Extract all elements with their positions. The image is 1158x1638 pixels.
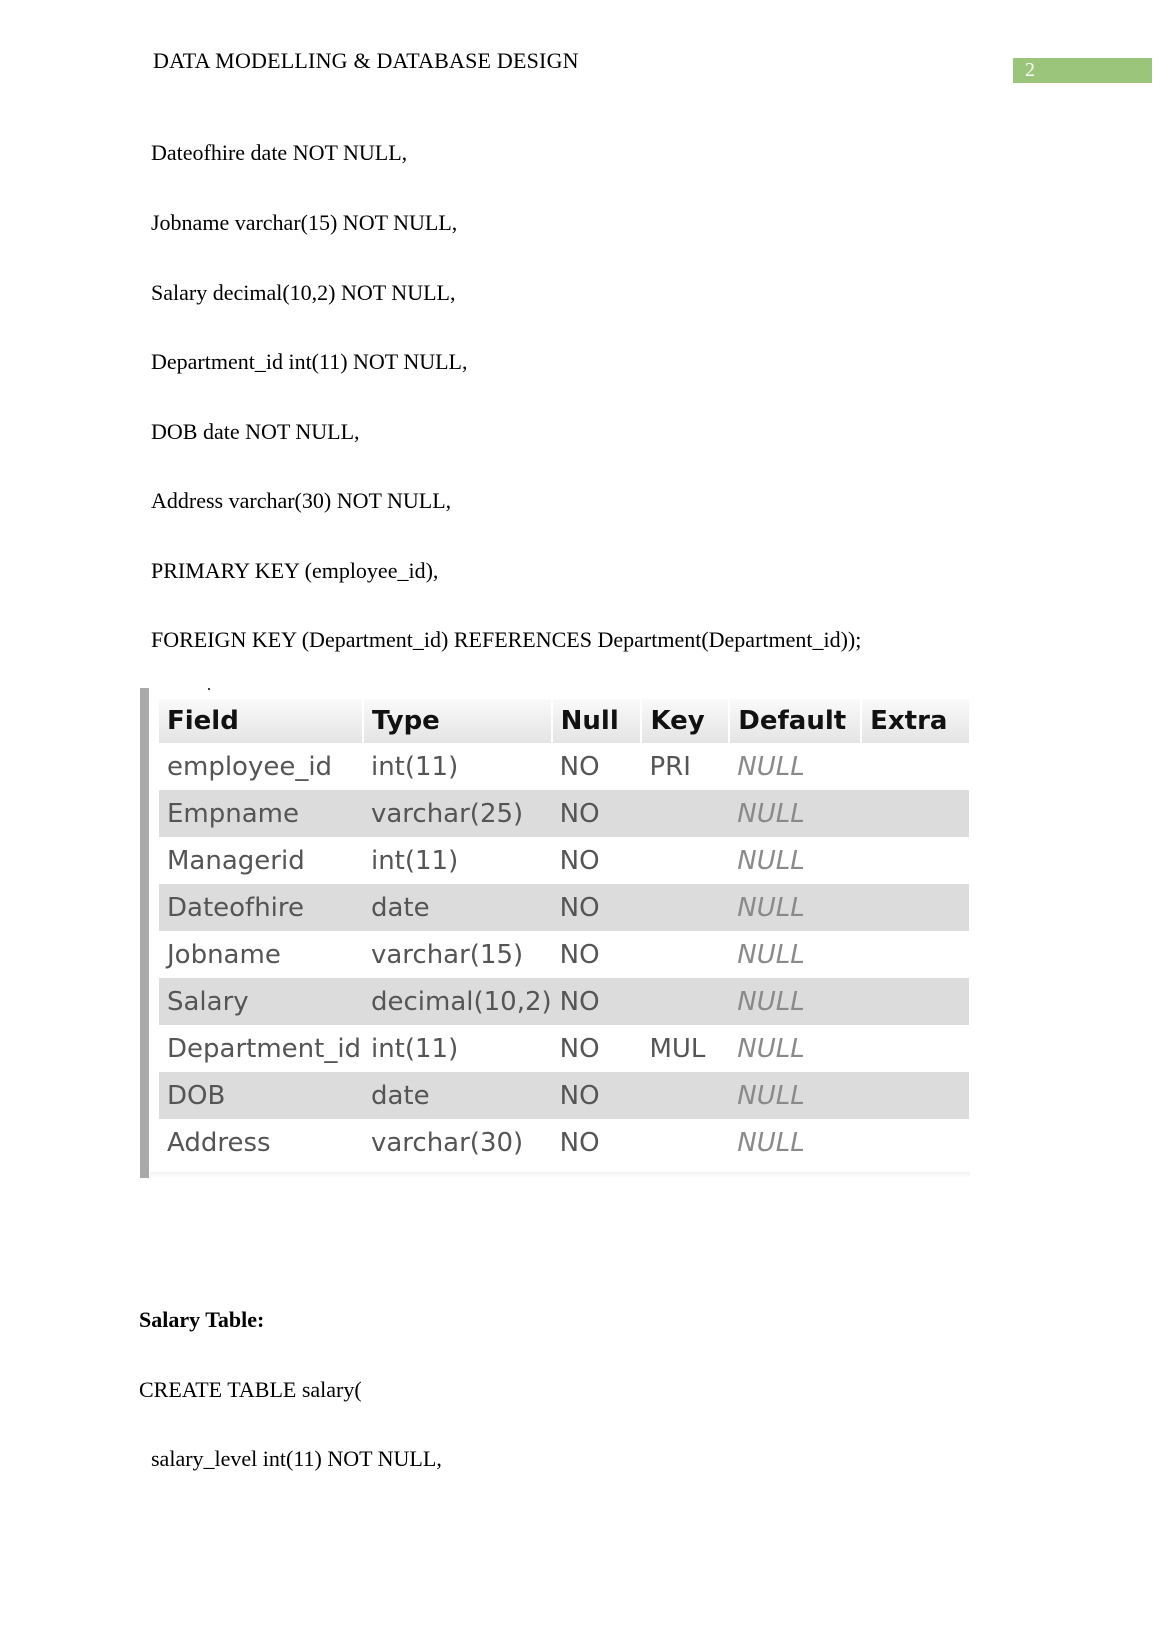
- code-line: Salary decimal(10,2) NOT NULL,: [151, 280, 456, 305]
- cell-field: Empname: [159, 790, 363, 837]
- running-header-title: DATA MODELLING & DATABASE DESIGN: [153, 48, 579, 73]
- code-line: PRIMARY KEY (employee_id),: [151, 558, 439, 583]
- cell-type: varchar(30): [370, 1127, 524, 1158]
- cell-extra: [861, 1119, 969, 1166]
- cell-null: NO: [552, 790, 642, 837]
- cell-null: NO: [559, 1033, 600, 1064]
- cell-default: NULL: [737, 845, 805, 876]
- cell-default: NULL: [737, 1127, 805, 1158]
- table-row: [159, 743, 969, 790]
- cell-key: MUL: [649, 1033, 706, 1064]
- column-header-extra: Extra: [861, 699, 969, 743]
- cell-key: [641, 884, 729, 931]
- cell-key: [641, 837, 729, 884]
- schema-table: [159, 699, 969, 1166]
- table-row: [159, 931, 969, 978]
- screenshot-bottom-edge: [150, 1172, 970, 1178]
- cell-type: int(11): [370, 845, 459, 876]
- table-row: [159, 837, 969, 884]
- cell-default: NULL: [737, 751, 805, 782]
- cell-type: int(11): [370, 751, 459, 782]
- code-line: CREATE TABLE salary(: [139, 1377, 362, 1402]
- cell-null: NO: [559, 751, 600, 782]
- cell-null: NO: [552, 1072, 642, 1119]
- section-heading: Salary Table:: [139, 1307, 265, 1332]
- cell-field: Dateofhire: [159, 884, 363, 931]
- cell-field: Jobname: [167, 939, 281, 970]
- table-structure-screenshot: [140, 688, 970, 1178]
- cell-field: Salary: [159, 978, 363, 1025]
- cell-null: NO: [559, 845, 600, 876]
- column-header-default: Default: [729, 699, 861, 743]
- column-header-type: Type: [363, 699, 552, 743]
- cell-key: [641, 1072, 729, 1119]
- cell-type: date: [363, 884, 552, 931]
- cell-extra: [861, 931, 969, 978]
- cell-default: NULL: [729, 884, 861, 931]
- code-line: FOREIGN KEY (Department_id) REFERENCES Department(Department_id));: [151, 627, 862, 652]
- cell-extra: [861, 978, 969, 1025]
- cell-null: NO: [559, 939, 600, 970]
- cell-field: employee_id: [167, 751, 333, 782]
- table-row: [159, 1119, 969, 1166]
- cell-type: decimal(10,2): [363, 978, 552, 1025]
- column-header-key: Key: [641, 699, 729, 743]
- cell-extra: [861, 1025, 969, 1072]
- table-row: [159, 1025, 969, 1072]
- cell-default: NULL: [729, 1072, 861, 1119]
- cell-type: int(11): [370, 1033, 459, 1064]
- code-line: salary_level int(11) NOT NULL,: [151, 1446, 442, 1471]
- cell-field: DOB: [159, 1072, 363, 1119]
- cell-key: [641, 790, 729, 837]
- cell-type: date: [363, 1072, 552, 1119]
- cell-key: [641, 1119, 729, 1166]
- code-line: Department_id int(11) NOT NULL,: [151, 349, 468, 374]
- code-line: Jobname varchar(15) NOT NULL,: [151, 210, 458, 235]
- table-header-row: [159, 699, 969, 743]
- cell-extra: [861, 743, 969, 790]
- cell-type: varchar(25): [363, 790, 552, 837]
- page-number-badge: 2: [1013, 58, 1152, 83]
- cell-type: varchar(15): [370, 939, 524, 970]
- cell-extra: [861, 790, 969, 837]
- cell-extra: [861, 884, 969, 931]
- cell-key: [641, 931, 729, 978]
- cell-null: NO: [559, 1127, 600, 1158]
- column-header-field: Field: [159, 699, 363, 743]
- code-line: Dateofhire date NOT NULL,: [151, 140, 408, 165]
- table-row: [159, 884, 969, 931]
- cell-field: Department_id: [167, 1033, 362, 1064]
- screenshot-left-border: [140, 688, 149, 1178]
- table-row: [159, 790, 969, 837]
- cell-null: NO: [552, 884, 642, 931]
- code-line: Address varchar(30) NOT NULL,: [151, 488, 452, 513]
- cell-null: NO: [552, 978, 642, 1025]
- screenshot-artifact-dot: [208, 688, 210, 690]
- cell-default: NULL: [737, 1033, 805, 1064]
- cell-field: Address: [167, 1127, 271, 1158]
- cell-key: [641, 978, 729, 1025]
- table-row: [159, 1072, 969, 1119]
- cell-key: PRI: [649, 751, 691, 782]
- cell-field: Managerid: [167, 845, 305, 876]
- cell-extra: [861, 1072, 969, 1119]
- table-row: [159, 978, 969, 1025]
- cell-default: NULL: [729, 790, 861, 837]
- cell-extra: [861, 837, 969, 884]
- code-line: DOB date NOT NULL,: [151, 419, 360, 444]
- cell-default: NULL: [729, 978, 861, 1025]
- cell-default: NULL: [737, 939, 805, 970]
- column-header-null: Null: [552, 699, 642, 743]
